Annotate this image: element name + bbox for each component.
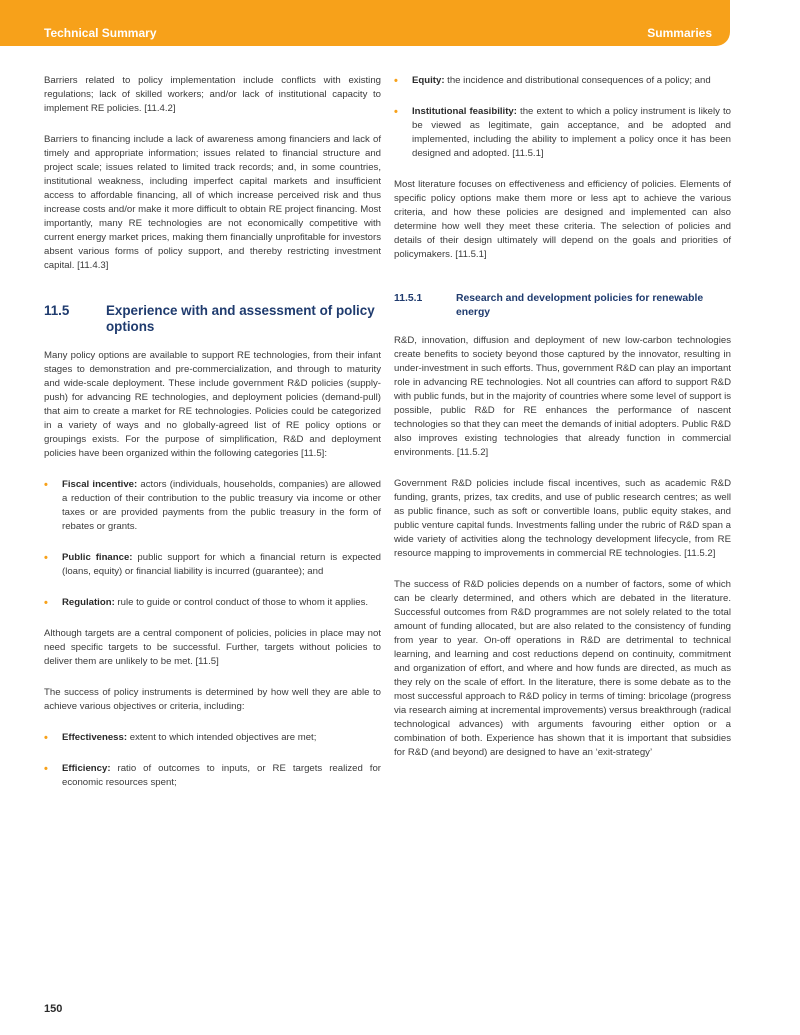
running-header-right: Summaries — [647, 26, 712, 40]
list-text: public support for which a financial return is expected (loans, equity) or financial liability is incurred (guarantee); and — [62, 552, 382, 577]
list-term: Fiscal incentive: — [62, 479, 138, 490]
bullet-icon: • — [44, 597, 48, 609]
list-text: extent to which intended objectives are met; — [127, 732, 317, 743]
list-item — [44, 478, 381, 534]
section-title: Experience with and assessment of policy options — [106, 303, 375, 334]
list-term: Equity: — [412, 75, 445, 86]
left-column — [44, 74, 381, 807]
bullet-icon: • — [394, 106, 398, 118]
paragraph: The success of R&D policies depends on a number of factors, some of which can be clearly determined, and others which are debated in the literature. Successful outcomes from R&D programmes are not solely related to the total amount of funding allocated, but are also related to the consistency of funding from year to year. On-off operations in R&D are detrimental to technical learning, and learning and cost reductions depend on continuity, commitment and organization of effort, and where and how funds are directed, as much as they rely on the scale of effort. In the literature, there is some debate as to the most successful approach to R&D policy in terms of timing: bricolage (progress via research aiming at incremental improvements) versus breakthrough (radical technological advances) with arguments favouring either option or a combination of both. Experience has shown that it is important that subsidies for R&D (and beyond) are designed to have an ‘exit-strategy’ — [394, 579, 731, 758]
list-term: Regulation: — [62, 597, 115, 608]
paragraph: Although targets are a central component of policies, policies in place may not need specific targets to be successful. Further, targets without policies to deliver them are unlikely to be met. [11.5] — [44, 628, 381, 667]
running-header-left: Technical Summary — [44, 26, 157, 40]
paragraph: The success of policy instruments is determined by how well they are able to achieve various objectives or criteria, including: — [44, 687, 381, 712]
bullet-icon: • — [44, 732, 48, 744]
list-term: Effectiveness: — [62, 732, 128, 743]
right-column — [394, 74, 731, 777]
bullet-icon: • — [394, 75, 398, 87]
paragraph: Government R&D policies include fiscal incentives, such as academic R&D funding, grants, prizes, tax credits, and use of public research centres; as well as public finance, such as soft or convertible loans, public equity stakes, and public venture capital funds. Investments falling under the rubric of R&D span a wide variety of activities along the technology development lifecycle, from RE resource mapping to improvements in commercial RE technologies. [11.5.2] — [394, 478, 731, 559]
list-item — [394, 105, 731, 161]
bullet-icon: • — [44, 552, 48, 564]
list-text: the incidence and distributional consequences of a policy; and — [444, 75, 711, 86]
list-term: Public finance: — [62, 552, 133, 563]
list-item — [394, 74, 731, 88]
page-number: 150 — [44, 1003, 63, 1015]
section-number: 11.5 — [44, 303, 70, 318]
list-item — [44, 731, 381, 745]
header-bar — [0, 0, 730, 46]
paragraph: Barriers to financing include a lack of awareness among financiers and lack of timely and appropriate information; issues related to financial structure and project scale; issues related to limited track records; and, in some countries, institutional weakness, including imperfect capital markets and insufficient access to affordable financing, all of which increase perceived risk and thus increase costs and/or make it more difficult to obtain RE project financing. Most importantly, many RE technologies are not economically competitive with current energy market prices, making them financially unprofitable for investors absent various forms of policy support, and thereby restricting investment capital. [11.4.3] — [44, 134, 381, 271]
list-text: ratio of outcomes to inputs, or RE targets realized for economic resources spent; — [62, 763, 381, 788]
policy-categories-list — [44, 478, 381, 610]
bullet-icon: • — [44, 479, 48, 491]
list-text: the extent to which a policy instrument is likely to be viewed as legitimate, gain acceptance, and be adopted and implemented, including the ability to implement a policy once it has been designed and adopted. [11.5.1] — [412, 106, 731, 159]
criteria-list-continued — [394, 74, 731, 161]
criteria-list — [44, 731, 381, 790]
section-heading-11-5-1 — [394, 292, 731, 320]
list-item — [44, 551, 381, 579]
list-item — [44, 762, 381, 790]
paragraph: Many policy options are available to support RE technologies, from their infant stages to demonstration and pre-commercialization, and through to maturity and wide-scale deployment. These include government R&D policies (supply-push) for advancing RE technologies, and deployment policies (demand-pull) that aim to create a market for RE technologies. Policies could be categorized in a variety of ways and no globally-agreed list of RE policy options or groupings exists. For the purpose of simplification, R&D and deployment policies have been organized within the following categories [11.5]: — [44, 350, 381, 459]
list-text: rule to guide or control conduct of those to whom it applies. — [114, 597, 369, 608]
list-text: actors (individuals, households, companies) are allowed a reduction of their contribution to the public treasury via income or other taxes or are provided payments from the public treasury in the form of rebates or grants. — [62, 479, 381, 532]
section-title: Research and development policies for renewable energy — [456, 293, 704, 318]
list-term: Efficiency: — [62, 763, 111, 774]
paragraph: R&D, innovation, diffusion and deployment of new low-carbon technologies create benefits to society beyond those captured by the innovator, resulting in under-investment in such efforts. Thus, government R&D can play an important role in advancing RE technologies. Not all countries can afford to support R&D with public funds, but in the majority of countries where some level of support is possible, public R&D for RE enhances the performance of nascent technologies so that they can meet the demands of initial adopters. Public R&D also improves existing technologies that already function in commercial environments. [11.5.2] — [394, 335, 731, 458]
bullet-icon: • — [44, 763, 48, 775]
paragraph: Most literature focuses on effectiveness and efficiency of policies. Elements of specific policy options make them more or less apt to achieve the various criteria, and how these policies are designed and implemented can also determine how well they meet these criteria. The selection of policies and details of their design ultimately will depend on the goals and priorities of policymakers. [11.5.1] — [394, 179, 731, 260]
paragraph: Barriers related to policy implementation include conflicts with existing regulations; lack of skilled workers; and/or lack of institutional capacity to implement RE policies. [11.4.2] — [44, 75, 381, 114]
list-term: Institutional feasibility: — [412, 106, 517, 117]
list-item — [44, 596, 381, 610]
section-heading-11-5 — [44, 303, 381, 335]
section-number: 11.5.1 — [394, 293, 423, 304]
